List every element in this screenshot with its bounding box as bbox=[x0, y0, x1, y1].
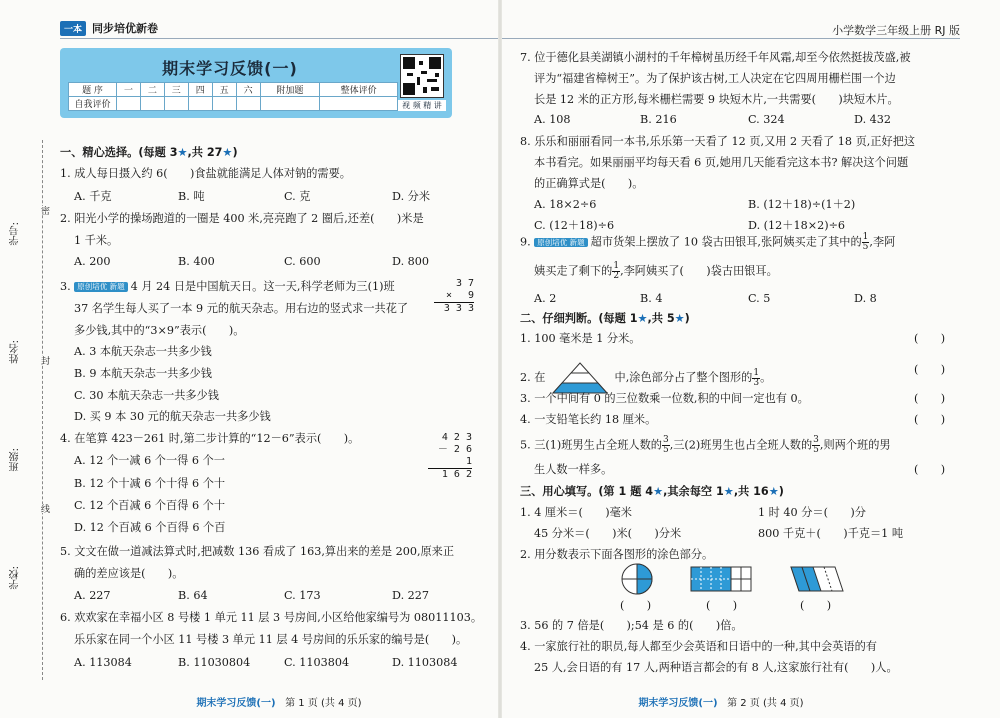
page-1 bbox=[0, 0, 498, 718]
question-7: 7. 位于德化县美湖镇小湖村的千年樟树虽历经千年风霜,却至今依然挺拔茂盛,被 bbox=[520, 51, 911, 64]
score-cell: 五 bbox=[212, 83, 236, 97]
option[interactable]: C. 12 个百减 6 个百得 6 个十 bbox=[74, 499, 226, 512]
right-questions bbox=[520, 0, 960, 718]
question-text: 中,涂色部分占了整个图形的 bbox=[614, 371, 753, 384]
question-number: 9. bbox=[520, 235, 531, 249]
question-text: 4 月 24 日是中国航天日。这一天,科学老师为三(1)班 bbox=[130, 280, 395, 293]
section-text: ) bbox=[684, 312, 690, 325]
page-2 bbox=[502, 0, 1000, 718]
seal-mark: 封 bbox=[39, 356, 49, 365]
question-9-cont bbox=[534, 262, 778, 281]
section-text: 一、精心选择。(每题 3 bbox=[60, 146, 178, 159]
score-cell: 二 bbox=[140, 83, 164, 97]
denominator: 3 bbox=[753, 377, 760, 388]
judge-2 bbox=[520, 362, 771, 394]
option[interactable]: B. 216 bbox=[640, 113, 677, 126]
parallelogram-fraction-figure bbox=[790, 566, 844, 592]
question-4: 4. 在笔算 423－261 时,第二步计算的“12－6”表示( )。 bbox=[60, 432, 360, 445]
answer-paren[interactable]: ( ) bbox=[914, 392, 946, 405]
option[interactable]: B. (12＋18)÷(1＋2) bbox=[748, 198, 856, 211]
page-footer bbox=[472, 694, 970, 709]
question-5-cont: 确的差应该是( )。 bbox=[74, 567, 184, 580]
fill-4-cont: 25 人,会日语的有 17 人,两种语言都会的有 8 人,这家旅行社有( )人。 bbox=[534, 661, 898, 674]
question-text: ,三(2)班男生也占全班人数的 bbox=[669, 438, 813, 452]
option[interactable]: B. 吨 bbox=[178, 190, 205, 203]
option[interactable]: B. 9 本航天杂志一共多少钱 bbox=[74, 367, 212, 380]
question-text: 超市货架上摆放了 10 袋古田银耳,张阿姨买走了其中的 bbox=[590, 235, 862, 249]
question-2-cont: 1 千米。 bbox=[74, 234, 119, 247]
option[interactable]: A. 200 bbox=[74, 255, 111, 268]
question-text: ,李阿姨买了( )袋古田银耳。 bbox=[620, 264, 778, 278]
fill-1d: 800 千克＋( )千克＝1 吨 bbox=[758, 527, 904, 540]
denominator: 5 bbox=[862, 242, 869, 252]
option[interactable]: B. 12 个十减 6 个十得 6 个十 bbox=[74, 477, 226, 490]
star-icon: ★ bbox=[637, 312, 648, 325]
question-3 bbox=[60, 281, 395, 292]
option[interactable]: B. 400 bbox=[178, 255, 215, 268]
numerator: 1 bbox=[613, 261, 620, 271]
calc-line: 3 7 bbox=[455, 278, 474, 289]
fraction bbox=[812, 436, 820, 455]
class-label: 班级: bbox=[10, 448, 21, 472]
fraction bbox=[612, 262, 620, 281]
star-icon: ★ bbox=[177, 146, 188, 159]
score-cell: 一 bbox=[117, 83, 141, 97]
fill-1a: 1. 4 厘米＝( )毫米 bbox=[520, 506, 632, 519]
numerator: 3 bbox=[813, 435, 819, 445]
section-1-heading bbox=[60, 147, 238, 158]
score-cell: 六 bbox=[236, 83, 260, 97]
option[interactable]: D. 分米 bbox=[392, 190, 431, 203]
answer-paren[interactable]: ( ) bbox=[620, 599, 652, 612]
option[interactable]: A. 12 个一减 6 个一得 6 个一 bbox=[74, 454, 225, 467]
option[interactable]: C. 324 bbox=[748, 113, 785, 126]
grade-label: 小学数学三年级上册 RJ 版 bbox=[832, 24, 960, 37]
seal-mark: 线 bbox=[39, 504, 49, 513]
judge-5-cont: 生人数一样多。 bbox=[534, 463, 613, 476]
section-text: ,共 5 bbox=[647, 312, 675, 325]
question-7-cont: 长是 12 米的正方形,每米栅栏需要 9 块短木片,一共需要( )块短木片。 bbox=[534, 93, 899, 106]
original-new-badge: 原创培优 新题 bbox=[74, 282, 127, 292]
question-3-cont: 37 名学生每人买了一本 9 元的航天杂志。用右边的竖式求一共花了 bbox=[74, 302, 409, 315]
school-label: 学校: bbox=[10, 566, 21, 590]
binding-line bbox=[42, 140, 43, 680]
student-number-label: 学号: bbox=[10, 222, 21, 246]
question-text: 。 bbox=[760, 371, 772, 384]
score-cell: 整体评价 bbox=[320, 83, 398, 97]
fill-1c: 45 分米＝( )米( )分米 bbox=[534, 527, 682, 540]
option[interactable]: B. 4 bbox=[640, 292, 663, 305]
calc-line: × 9 bbox=[445, 290, 474, 301]
score-cell: 三 bbox=[164, 83, 188, 97]
question-8: 8. 乐乐和丽丽看同一本书,乐乐第一天看了 12 页,又用 2 天看了 18 页,正好把这 bbox=[520, 135, 916, 148]
question-8-cont: 的正确算式是( )。 bbox=[534, 177, 644, 190]
fill-3: 3. 56 的 7 倍是( );54 是 6 的( )倍。 bbox=[520, 619, 743, 632]
answer-paren[interactable]: ( ) bbox=[800, 599, 832, 612]
option[interactable]: D. 12 个百减 6 个百得 6 个百 bbox=[74, 521, 226, 534]
question-2: 2. 阳光小学的操场跑道的一圈是 400 米,亮亮跑了 2 圈后,还差( )米是 bbox=[60, 212, 424, 225]
judge-5 bbox=[520, 436, 891, 455]
section-3-heading bbox=[520, 486, 784, 497]
circle-fraction-figure bbox=[620, 562, 654, 596]
section-text: ,共 16 bbox=[733, 485, 769, 498]
answer-paren[interactable]: ( ) bbox=[914, 332, 946, 345]
option[interactable]: A. 3 本航天杂志一共多少钱 bbox=[74, 345, 212, 358]
star-icon: ★ bbox=[653, 485, 664, 498]
answer-paren[interactable]: ( ) bbox=[914, 363, 946, 376]
answer-paren[interactable]: ( ) bbox=[914, 413, 946, 426]
question-8-cont: 本书看完。如果丽丽平均每天看 6 页,她用几天能看完这本书? 解决这个问题 bbox=[534, 156, 909, 169]
section-text: ,其余每空 1 bbox=[663, 485, 724, 498]
calc-line: 3 3 3 bbox=[434, 302, 474, 315]
page-title: 期末学习反馈(一) bbox=[162, 59, 298, 78]
question-text: 2. 在 bbox=[520, 371, 546, 384]
triangle-figure bbox=[552, 362, 608, 394]
fill-4: 4. 一家旅行社的职员,每人都至少会英语和日语中的一种,其中会英语的有 bbox=[520, 640, 877, 653]
score-cell: 题 序 bbox=[69, 83, 117, 97]
question-1: 1. 成人每日摄入约 6( )食盐就能满足人体对钠的需要。 bbox=[60, 167, 351, 180]
star-icon: ★ bbox=[723, 485, 734, 498]
page-footer bbox=[30, 694, 528, 709]
judge-3: 3. 一个中间有 0 的三位数乘一位数,积的中间一定也有 0。 bbox=[520, 392, 809, 405]
vertical-multiplication bbox=[434, 278, 474, 315]
fill-1b: 1 时 40 分＝( )分 bbox=[758, 506, 866, 519]
score-cell: 自我评价 bbox=[69, 97, 117, 111]
judge-1: 1. 100 毫米是 1 分米。 bbox=[520, 332, 641, 345]
denominator: 5 bbox=[813, 445, 819, 455]
footer-title: 期末学习反馈(一) bbox=[196, 698, 276, 709]
section-text: ) bbox=[778, 485, 784, 498]
calc-line: 1 6 2 bbox=[428, 468, 472, 481]
fraction bbox=[662, 436, 670, 455]
option[interactable]: D. 227 bbox=[392, 589, 430, 602]
brand-logo: 一本 bbox=[60, 21, 86, 36]
rectangle-fraction-figure bbox=[690, 566, 752, 592]
section-2-heading bbox=[520, 313, 690, 324]
option[interactable]: C. 600 bbox=[284, 255, 321, 268]
question-text: 姨买走了剩下的 bbox=[534, 264, 613, 278]
option[interactable]: D. 1103084 bbox=[392, 656, 458, 669]
numerator: 1 bbox=[753, 367, 760, 378]
question-text: 5. 三(1)班男生占全班人数的 bbox=[520, 438, 662, 452]
fill-2: 2. 用分数表示下面各图形的涂色部分。 bbox=[520, 548, 714, 561]
denominator: 5 bbox=[662, 445, 669, 455]
original-new-badge: 原创培优 新题 bbox=[534, 238, 587, 248]
question-3-cont: 多少钱,其中的“3×9”表示( )。 bbox=[74, 324, 245, 337]
qr-label: 视 频 精 讲 bbox=[398, 100, 446, 111]
seal-mark: 密 bbox=[39, 206, 49, 215]
question-7-cont: 评为“福建省樟树王”。为了保护该古树,工人决定在它四周用栅栏围一个边 bbox=[534, 72, 896, 85]
score-cell: 四 bbox=[188, 83, 212, 97]
vertical-subtraction bbox=[428, 432, 472, 481]
section-text: ,共 27 bbox=[187, 146, 223, 159]
section-text: ) bbox=[232, 146, 238, 159]
brand-name: 同步培优新卷 bbox=[92, 22, 159, 35]
denominator: 2 bbox=[613, 271, 620, 281]
star-icon: ★ bbox=[222, 146, 233, 159]
option[interactable]: C. 30 本航天杂志一共多少钱 bbox=[74, 389, 219, 402]
option[interactable]: C. 5 bbox=[748, 292, 771, 305]
option[interactable]: A. 227 bbox=[74, 589, 111, 602]
option[interactable]: A. 18×2÷6 bbox=[534, 198, 597, 211]
judge-4: 4. 一支铅笔长约 18 厘米。 bbox=[520, 413, 657, 426]
numerator: 3 bbox=[662, 435, 669, 445]
option[interactable]: A. 2 bbox=[534, 292, 557, 305]
star-icon: ★ bbox=[768, 485, 779, 498]
footer-title: 期末学习反馈(一) bbox=[638, 698, 718, 709]
option[interactable]: A. 113084 bbox=[74, 656, 132, 669]
question-text: ,李阿 bbox=[869, 235, 896, 249]
option[interactable]: D. 800 bbox=[392, 255, 430, 268]
star-icon: ★ bbox=[674, 312, 685, 325]
question-number: 3. bbox=[60, 280, 71, 293]
fraction bbox=[752, 369, 760, 388]
option[interactable]: B. 11030804 bbox=[178, 656, 251, 669]
calc-line: － 2 6 1 bbox=[437, 444, 472, 467]
score-cell: 附加题 bbox=[260, 83, 320, 97]
question-6: 6. 欢欢家在幸福小区 8 号楼 1 单元 11 层 3 号房间,小区给他家编号为 08011103。 bbox=[60, 611, 483, 624]
option[interactable]: C. 173 bbox=[284, 589, 321, 602]
question-9 bbox=[520, 233, 895, 252]
name-label: 姓名: bbox=[10, 340, 21, 364]
option[interactable]: C. 1103804 bbox=[284, 656, 350, 669]
footer-page: 第 1 页 (共 4 页) bbox=[285, 698, 362, 709]
option[interactable]: C. 克 bbox=[284, 190, 311, 203]
question-text: ,则两个班的男 bbox=[819, 438, 891, 452]
section-text: 二、仔细判断。(每题 1 bbox=[520, 312, 638, 325]
option[interactable]: C. (12＋18)÷6 bbox=[534, 219, 615, 232]
option[interactable]: A. 108 bbox=[534, 113, 571, 126]
option[interactable]: D. 432 bbox=[854, 113, 892, 126]
numerator: 1 bbox=[862, 232, 869, 242]
option[interactable]: A. 千克 bbox=[74, 190, 112, 203]
question-5: 5. 文文在做一道减法算式时,把减数 136 看成了 163,算出来的差是 200,原来正 bbox=[60, 545, 455, 558]
option[interactable]: D. 买 9 本 30 元的航天杂志一共多少钱 bbox=[74, 410, 271, 423]
option[interactable]: D. (12＋18×2)÷6 bbox=[748, 219, 846, 232]
answer-paren[interactable]: ( ) bbox=[706, 599, 738, 612]
footer-page: 第 2 页 (共 4 页) bbox=[727, 698, 804, 709]
answer-paren[interactable]: ( ) bbox=[914, 463, 946, 476]
option[interactable]: D. 8 bbox=[854, 292, 877, 305]
calc-line: 4 2 3 bbox=[441, 432, 472, 443]
option[interactable]: B. 64 bbox=[178, 589, 208, 602]
question-6-cont: 乐乐家在同一个小区 11 号楼 3 单元 11 层 4 号房间的乐乐家的编号是( )。 bbox=[74, 633, 468, 646]
left-questions bbox=[60, 0, 483, 718]
section-text: 三、用心填写。(第 1 题 4 bbox=[520, 485, 654, 498]
